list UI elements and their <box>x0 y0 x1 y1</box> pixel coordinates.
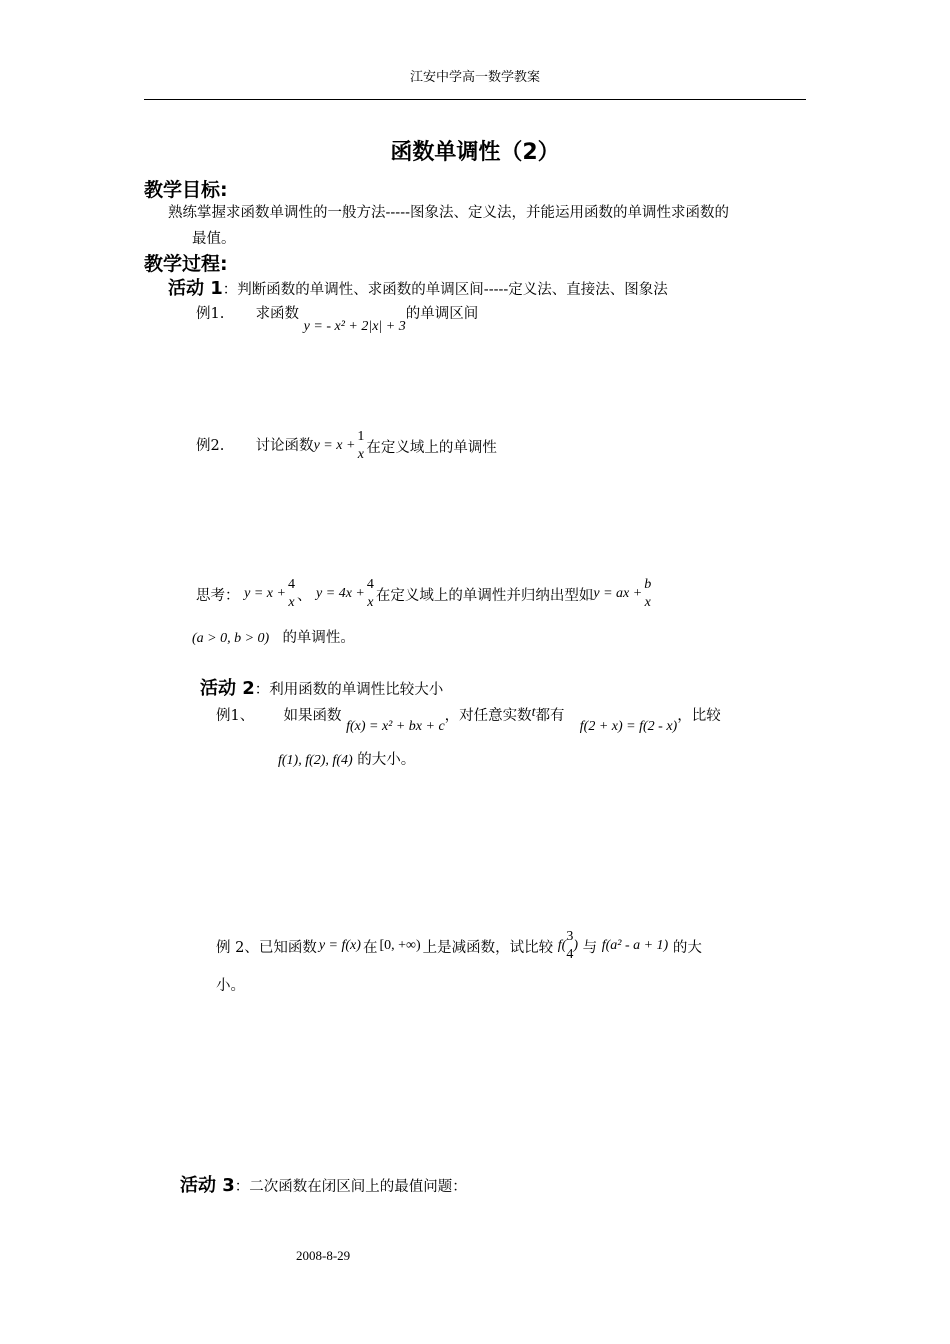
activity-1-desc: ：判断函数的单调性、求函数的单调区间-----定义法、直接法、图象法 <box>222 282 668 298</box>
a2-ex2-mid2: 上是减函数，试比较 <box>422 939 554 956</box>
goals-heading: 教学目标: <box>144 179 228 201</box>
frac-numerator: 1 <box>357 429 365 444</box>
a2-ex1-formula: f(x) = x² + bx + c <box>346 719 445 734</box>
a1-ex2-pre: 讨论函数 <box>255 438 314 454</box>
a2-ex1-pre: 如果函数 <box>283 708 342 724</box>
think-label: 思考： <box>196 587 240 604</box>
a1-think-line-1 <box>196 576 653 612</box>
a2-ex2-mid3: 与 <box>582 939 598 956</box>
a1-ex2-post: 在定义域上的单调性 <box>366 439 497 456</box>
activity-1-label: 活动 1 <box>168 278 223 299</box>
a1-ex2-fraction <box>357 428 364 464</box>
think-post: 的单调性。 <box>282 630 355 646</box>
a2-ex1-mid2: 都有 <box>535 708 565 724</box>
frac-denominator: x <box>644 595 651 610</box>
activity-2-label: 活动 2 <box>200 678 255 699</box>
think-condition: (a > 0, b > 0) <box>192 631 270 646</box>
think-sep: 、 <box>296 587 312 604</box>
frac-denominator: x <box>288 595 295 610</box>
a1-ex1-formula: y = - x² + 2|x| + 3 <box>303 319 406 334</box>
think-f1-lhs: y = x + <box>244 586 286 601</box>
think-f1-fraction <box>288 576 295 612</box>
a2-ex2-fa-post: ) <box>573 938 578 953</box>
a2-ex2-formula: y = f(x) <box>318 938 361 953</box>
frac-numerator: b <box>644 577 652 592</box>
think-f3-lhs: y = ax + <box>593 586 643 601</box>
a2-ex2-fa-pre: f( <box>557 938 567 953</box>
a1-ex2-formula-lhs: y = x + <box>313 438 356 453</box>
process-heading: 教学过程: <box>144 253 228 275</box>
a2-example-1-line-1 <box>216 704 721 734</box>
frac-numerator: 3 <box>566 929 574 944</box>
frac-numerator: 4 <box>366 577 374 592</box>
goals-line-2: 最值。 <box>192 231 236 247</box>
a2-ex1-line2-post: 的大小。 <box>357 752 416 768</box>
goals-line-1: 熟练掌握求函数单调性的一般方法-----图象法、定义法，并能运用函数的单调性求函数的 <box>168 205 729 221</box>
page-title: 函数单调性（2） <box>390 140 560 165</box>
activity-1-line <box>168 274 668 300</box>
a1-think-line-2 <box>192 626 355 647</box>
page-header: 江安中学高一数学教案 <box>409 70 540 85</box>
a1-ex1-post: 的单调区间 <box>405 306 479 322</box>
a1-ex1-pre: 求函数 <box>255 306 300 322</box>
a2-example-1-line-2 <box>278 748 415 769</box>
frac-denominator: 4 <box>566 947 574 962</box>
a2-ex2-post: 的大 <box>672 939 702 956</box>
a2-ex1-post: ，比较 <box>677 708 721 724</box>
a2-ex2-mid: 在 <box>362 939 378 956</box>
frac-numerator: 4 <box>287 577 295 592</box>
think-mid: 在定义域上的单调性并归纳出型如 <box>375 587 594 604</box>
activity-3-desc: ：二次函数在闭区间上的最值问题： <box>234 1179 467 1195</box>
a2-ex1-label: 例1、 <box>216 708 255 724</box>
a1-ex2-label: 例2. <box>196 438 225 454</box>
a2-ex2-interval: [0, +∞) <box>379 938 421 953</box>
think-f2-lhs: y = 4x + <box>316 586 365 601</box>
a2-ex2-fb: f(a² - a + 1) <box>601 938 669 953</box>
a1-ex1-label: 例1. <box>196 306 225 322</box>
frac-denominator: x <box>367 595 374 610</box>
a2-ex2-label: 例 2、已知函数 <box>216 939 317 956</box>
activity-2-desc: ：利用函数的单调性比较大小 <box>254 682 444 698</box>
a2-example-2-line-1 <box>216 928 702 964</box>
a2-example-2-line-2: 小。 <box>216 978 245 994</box>
a2-ex1-line2-formula: f(1), f(2), f(4) <box>278 753 353 768</box>
a1-example-2 <box>196 428 497 464</box>
a2-ex1-condition: f(2 + x) = f(2 - x) <box>579 719 678 734</box>
header-rule <box>144 99 806 100</box>
a1-example-1 <box>196 302 479 334</box>
activity-3-line <box>180 1171 467 1197</box>
think-f3-fraction <box>644 576 651 612</box>
footer-date: 2008-8-29 <box>296 1248 351 1263</box>
a2-ex1-mid: ，对任意实数 <box>444 708 532 724</box>
a2-ex1-var: t <box>531 705 536 720</box>
activity-2-line <box>200 674 443 700</box>
activity-3-label: 活动 3 <box>180 1175 235 1196</box>
frac-denominator: x <box>357 447 364 462</box>
think-f2-fraction <box>367 576 374 612</box>
